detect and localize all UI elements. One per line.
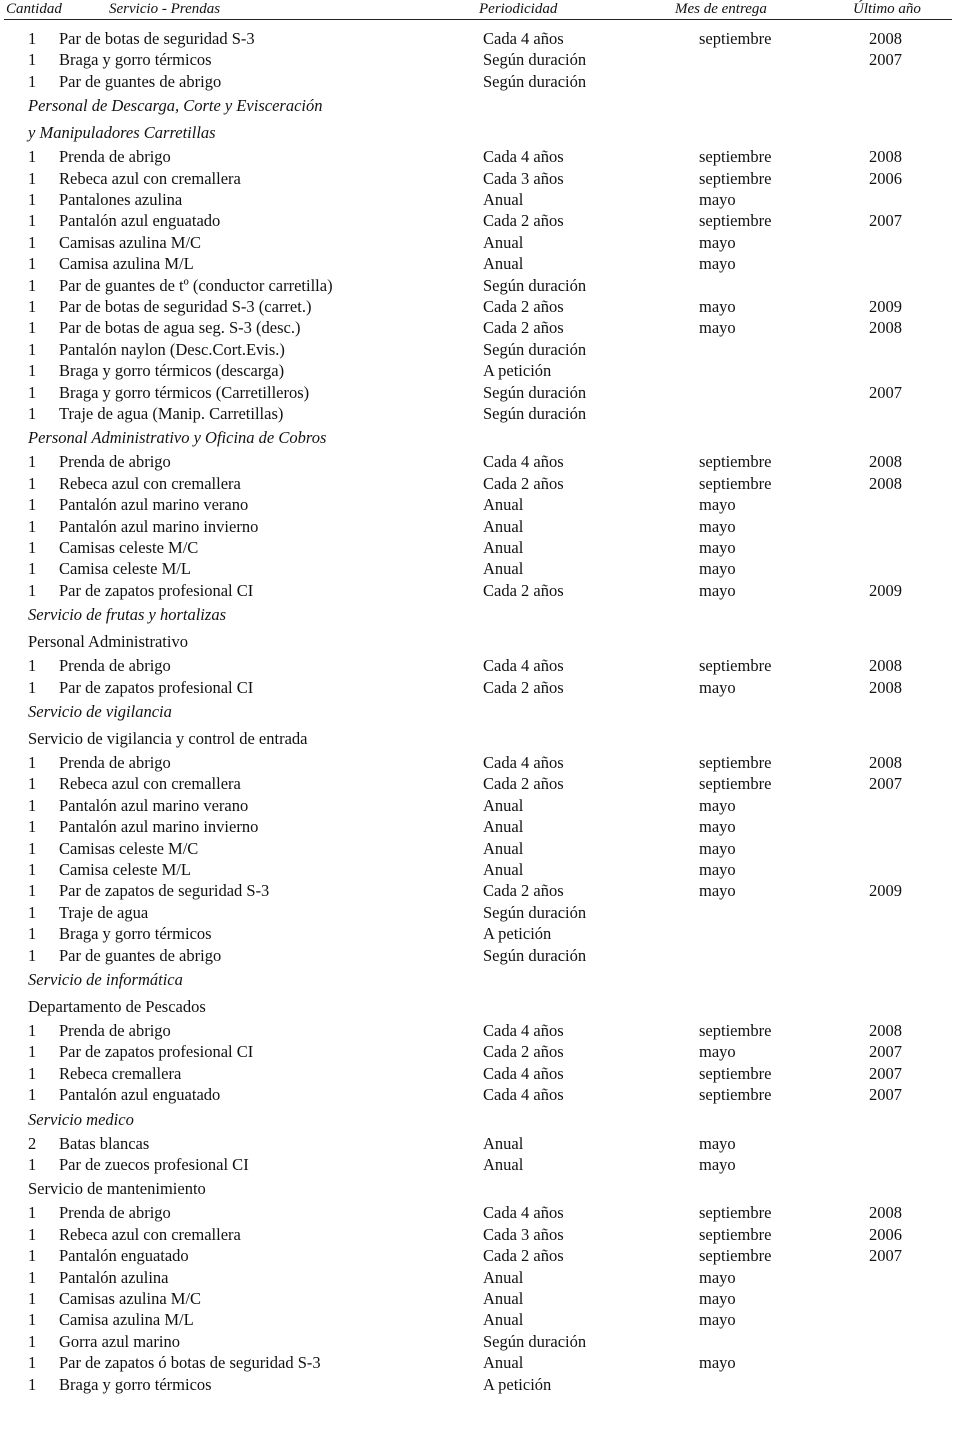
row-ultimo-ano: 2007 <box>869 1063 902 1083</box>
row-quantity: 1 <box>28 1042 37 1062</box>
section-heading: y Manipuladores Carretillas <box>28 123 216 143</box>
table-row <box>0 169 962 191</box>
row-periodicidad: Anual <box>483 232 524 252</box>
table-header <box>0 0 962 20</box>
row-mes: mayo <box>699 1133 736 1153</box>
row-quantity: 1 <box>28 361 37 381</box>
row-periodicidad: Según duración <box>483 50 587 70</box>
row-item: Camisa celeste M/L <box>59 860 191 879</box>
row-periodicidad: Cada 2 años <box>483 318 564 338</box>
row-quantity: 1 <box>28 677 37 697</box>
table-row <box>0 860 962 882</box>
row-item: Par de zuecos profesional CI <box>59 1155 249 1174</box>
row-item: Rebeca azul con cremallera <box>59 168 241 188</box>
row-item: Camisa celeste M/L <box>59 559 191 579</box>
row-ultimo-ano: 2008 <box>869 318 902 338</box>
row-item: Camisas azulina M/C <box>59 1289 202 1308</box>
row-item: Par de botas de seguridad S-3 <box>59 29 255 48</box>
row-quantity: 1 <box>28 924 37 944</box>
table-row <box>0 774 962 796</box>
table-row <box>0 254 962 276</box>
table-row <box>0 656 962 678</box>
section-heading: Departamento de Pescados <box>28 997 206 1016</box>
table-row <box>0 297 962 319</box>
row-item: Camisas celeste M/C <box>59 538 199 557</box>
row-ultimo-ano: 2008 <box>869 677 902 697</box>
row-mes: septiembre <box>699 452 772 472</box>
row-quantity: 1 <box>28 945 37 965</box>
row-item: Braga y gorro térmicos <box>59 924 212 944</box>
row-ultimo-ano: 2006 <box>869 1224 902 1244</box>
row-item: Pantalón azul marino invierno <box>59 817 259 837</box>
row-ultimo-ano: 2008 <box>869 1203 902 1223</box>
row-item: Par de botas de seguridad S-3 (carret.) <box>59 297 312 316</box>
table-row <box>0 796 962 818</box>
row-periodicidad: Cada 4 años <box>483 147 564 167</box>
row-ultimo-ano: 2007 <box>869 1085 902 1105</box>
row-periodicidad: Cada 2 años <box>483 1042 564 1062</box>
row-item: Prenda de abrigo <box>59 147 171 167</box>
row-quantity: 1 <box>28 1021 37 1040</box>
row-ultimo-ano: 2008 <box>869 147 902 167</box>
row-quantity: 1 <box>28 1203 37 1223</box>
row-quantity: 1 <box>28 495 37 515</box>
row-mes: septiembre <box>699 1021 772 1040</box>
row-mes: mayo <box>699 1310 736 1330</box>
row-periodicidad: Anual <box>483 1155 524 1174</box>
row-periodicidad: Según duración <box>483 404 587 423</box>
row-quantity: 1 <box>28 1063 37 1083</box>
table-row <box>0 340 962 362</box>
row-item: Rebeca azul con cremallera <box>59 473 241 493</box>
row-periodicidad: Cada 3 años <box>483 1224 564 1244</box>
row-quantity: 1 <box>28 50 37 70</box>
table-row <box>0 559 962 581</box>
row-ultimo-ano: 2008 <box>869 753 902 772</box>
table-row <box>0 881 962 903</box>
row-periodicidad: A petición <box>483 924 552 944</box>
table-row <box>0 924 962 946</box>
row-mes: mayo <box>699 838 736 858</box>
row-mes: septiembre <box>699 1063 772 1083</box>
table-row <box>0 1021 962 1043</box>
table-row <box>0 1310 962 1332</box>
row-periodicidad: Cada 2 años <box>483 473 564 493</box>
row-quantity: 1 <box>28 881 37 901</box>
row-item: Rebeca azul con cremallera <box>59 1224 241 1244</box>
row-mes: mayo <box>699 860 736 879</box>
row-item: Prenda de abrigo <box>59 656 171 676</box>
table-row <box>0 678 962 700</box>
table-row <box>0 318 962 340</box>
row-mes: mayo <box>699 580 736 600</box>
row-quantity: 1 <box>28 473 37 493</box>
row-mes: mayo <box>699 795 736 815</box>
row-quantity: 1 <box>28 211 37 231</box>
row-ultimo-ano: 2007 <box>869 382 902 402</box>
row-mes: mayo <box>699 254 736 274</box>
row-item: Par de guantes de abrigo <box>59 945 222 965</box>
table-row <box>0 1064 962 1086</box>
row-periodicidad: Cada 4 años <box>483 656 564 676</box>
row-mes: septiembre <box>699 168 772 188</box>
row-periodicidad: Cada 2 años <box>483 580 564 600</box>
row-quantity: 1 <box>28 1374 37 1394</box>
row-periodicidad: A petición <box>483 1374 552 1394</box>
row-quantity: 1 <box>28 254 37 274</box>
row-mes: mayo <box>699 232 736 252</box>
row-item: Prenda de abrigo <box>59 1203 171 1223</box>
table-row <box>0 581 962 603</box>
row-periodicidad: Cada 2 años <box>483 881 564 901</box>
table-row <box>0 211 962 233</box>
row-mes: mayo <box>699 559 736 579</box>
table-row <box>0 233 962 255</box>
header-periodicidad: Periodicidad <box>479 1 558 17</box>
table-row <box>0 404 962 426</box>
row-ultimo-ano: 2007 <box>869 1246 902 1266</box>
row-quantity: 1 <box>28 1267 37 1287</box>
section-heading: Personal de Descarga, Corte y Evisceración <box>28 96 323 116</box>
row-mes: septiembre <box>699 1246 772 1266</box>
row-periodicidad: Según duración <box>483 339 587 359</box>
table-row <box>0 1225 962 1247</box>
row-mes: mayo <box>699 538 736 557</box>
row-item: Pantalón azul enguatado <box>59 1085 221 1105</box>
row-quantity: 1 <box>28 71 37 91</box>
table-row <box>0 1134 962 1156</box>
row-quantity: 1 <box>28 1353 37 1373</box>
row-quantity: 1 <box>28 382 37 402</box>
row-mes: mayo <box>699 190 736 209</box>
row-periodicidad: Anual <box>483 516 524 536</box>
table-row <box>0 72 962 94</box>
table-row <box>0 753 962 775</box>
row-quantity: 1 <box>28 559 37 579</box>
row-item: Camisas celeste M/C <box>59 838 199 858</box>
row-item: Par de zapatos de seguridad S-3 <box>59 881 270 901</box>
table-row <box>0 1332 962 1354</box>
section-heading: Servicio medico <box>28 1109 134 1129</box>
row-quantity: 1 <box>28 339 37 359</box>
row-periodicidad: A petición <box>483 361 552 381</box>
row-quantity: 1 <box>28 452 37 472</box>
table-row <box>0 1085 962 1107</box>
row-item: Pantalón azul marino invierno <box>59 516 259 536</box>
row-periodicidad: Anual <box>483 254 524 274</box>
row-periodicidad: Anual <box>483 1353 524 1373</box>
row-mes: mayo <box>699 881 736 901</box>
table-row <box>0 1203 962 1225</box>
table-row <box>0 495 962 517</box>
row-ultimo-ano: 2007 <box>869 211 902 231</box>
row-periodicidad: Según duración <box>483 71 587 91</box>
row-quantity: 1 <box>28 1155 37 1174</box>
row-item: Pantalón azulina <box>59 1267 169 1287</box>
row-mes: mayo <box>699 1267 736 1287</box>
row-quantity: 1 <box>28 1310 37 1330</box>
row-quantity: 1 <box>28 297 37 316</box>
row-ultimo-ano: 2007 <box>869 774 902 794</box>
row-item: Braga y gorro térmicos (descarga) <box>59 361 285 381</box>
row-quantity: 1 <box>28 516 37 536</box>
row-mes: mayo <box>699 297 736 316</box>
row-mes: mayo <box>699 516 736 536</box>
row-ultimo-ano: 2009 <box>869 580 902 600</box>
row-mes: septiembre <box>699 473 772 493</box>
row-periodicidad: Anual <box>483 495 524 515</box>
row-item: Pantalón azul marino verano <box>59 795 249 815</box>
table-row <box>0 517 962 539</box>
row-periodicidad: Anual <box>483 1310 524 1330</box>
row-quantity: 1 <box>28 817 37 837</box>
row-item: Traje de agua <box>59 902 149 922</box>
row-periodicidad: Anual <box>483 1289 524 1308</box>
row-ultimo-ano: 2007 <box>869 1042 902 1062</box>
row-quantity: 1 <box>28 29 37 48</box>
row-periodicidad: Cada 4 años <box>483 1085 564 1105</box>
row-mes: septiembre <box>699 753 772 772</box>
row-periodicidad: Anual <box>483 1133 524 1153</box>
row-mes: mayo <box>699 495 736 515</box>
table-row <box>0 50 962 72</box>
row-mes: septiembre <box>699 1224 772 1244</box>
section-heading: Servicio de mantenimiento <box>28 1179 206 1199</box>
header-mes: Mes de entrega <box>675 1 767 17</box>
row-item: Par de zapatos profesional CI <box>59 1042 254 1062</box>
row-quantity: 1 <box>28 656 37 676</box>
table-row <box>0 1042 962 1064</box>
row-quantity: 2 <box>28 1133 37 1153</box>
row-mes: septiembre <box>699 1085 772 1105</box>
row-periodicidad: Cada 2 años <box>483 1246 564 1266</box>
table-row <box>0 1246 962 1268</box>
row-periodicidad: Cada 3 años <box>483 168 564 188</box>
row-periodicidad: Cada 2 años <box>483 774 564 794</box>
row-quantity: 1 <box>28 902 37 922</box>
row-quantity: 1 <box>28 538 37 557</box>
table-row <box>0 1155 962 1177</box>
row-quantity: 1 <box>28 1085 37 1105</box>
row-quantity: 1 <box>28 795 37 815</box>
row-quantity: 1 <box>28 1224 37 1244</box>
row-quantity: 1 <box>28 275 37 295</box>
section-heading: Personal Administrativo y Oficina de Cobros <box>28 428 327 448</box>
section-heading: Servicio de vigilancia <box>28 702 172 721</box>
row-item: Par de botas de agua seg. S-3 (desc.) <box>59 318 301 338</box>
row-periodicidad: Según duración <box>483 275 587 295</box>
row-periodicidad: Cada 2 años <box>483 677 564 697</box>
row-item: Prenda de abrigo <box>59 753 171 772</box>
table-row <box>0 29 962 51</box>
row-item: Par de zapatos profesional CI <box>59 580 254 600</box>
row-periodicidad: Cada 2 años <box>483 211 564 231</box>
table-row <box>0 817 962 839</box>
row-item: Prenda de abrigo <box>59 452 171 472</box>
table-row <box>0 946 962 968</box>
row-item: Rebeca cremallera <box>59 1063 182 1083</box>
table-row <box>0 190 962 212</box>
row-item: Braga y gorro térmicos (Carretilleros) <box>59 382 310 402</box>
row-mes: septiembre <box>699 774 772 794</box>
row-periodicidad: Anual <box>483 817 524 837</box>
row-mes: mayo <box>699 677 736 697</box>
table-row <box>0 276 962 298</box>
row-periodicidad: Cada 4 años <box>483 452 564 472</box>
row-mes: mayo <box>699 1353 736 1373</box>
table-row <box>0 1268 962 1290</box>
row-ultimo-ano: 2006 <box>869 168 902 188</box>
header-rule <box>4 19 952 20</box>
row-item: Braga y gorro térmicos <box>59 50 212 70</box>
row-ultimo-ano: 2008 <box>869 452 902 472</box>
row-quantity: 1 <box>28 404 37 423</box>
row-periodicidad: Anual <box>483 190 524 209</box>
row-item: Par de guantes de abrigo <box>59 71 222 91</box>
row-item: Braga y gorro térmicos <box>59 1374 212 1394</box>
table-row <box>0 383 962 405</box>
row-ultimo-ano: 2008 <box>869 656 902 676</box>
row-periodicidad: Anual <box>483 538 524 557</box>
table-row <box>0 1289 962 1311</box>
row-periodicidad: Cada 4 años <box>483 1203 564 1223</box>
row-ultimo-ano: 2008 <box>869 29 902 48</box>
table-row <box>0 452 962 474</box>
row-mes: septiembre <box>699 29 772 48</box>
row-item: Pantalón naylon (Desc.Cort.Evis.) <box>59 339 285 359</box>
row-item: Gorra azul marino <box>59 1331 180 1351</box>
row-quantity: 1 <box>28 860 37 879</box>
row-quantity: 1 <box>28 753 37 772</box>
row-quantity: 1 <box>28 147 37 167</box>
row-quantity: 1 <box>28 318 37 338</box>
table-row <box>0 474 962 496</box>
header-servicio: Servicio - Prendas <box>109 1 221 17</box>
row-periodicidad: Anual <box>483 860 524 879</box>
row-mes: septiembre <box>699 656 772 676</box>
row-ultimo-ano: 2009 <box>869 297 902 316</box>
row-quantity: 1 <box>28 774 37 794</box>
row-periodicidad: Anual <box>483 838 524 858</box>
row-item: Rebeca azul con cremallera <box>59 774 241 794</box>
row-mes: mayo <box>699 318 736 338</box>
table-row <box>0 1353 962 1375</box>
row-quantity: 1 <box>28 190 37 209</box>
row-mes: mayo <box>699 1042 736 1062</box>
row-quantity: 1 <box>28 1246 37 1266</box>
row-item: Camisa azulina M/L <box>59 254 194 274</box>
row-item: Traje de agua (Manip. Carretillas) <box>59 404 284 423</box>
row-periodicidad: Cada 4 años <box>483 1021 564 1040</box>
row-mes: septiembre <box>699 211 772 231</box>
table-row <box>0 361 962 383</box>
row-quantity: 1 <box>28 168 37 188</box>
row-periodicidad: Según duración <box>483 902 587 922</box>
row-mes: mayo <box>699 1155 736 1174</box>
row-periodicidad: Anual <box>483 559 524 579</box>
row-periodicidad: Según duración <box>483 382 587 402</box>
row-item: Camisas azulina M/C <box>59 232 202 252</box>
row-item: Pantalón azul marino verano <box>59 495 249 515</box>
row-item: Camisa azulina M/L <box>59 1310 194 1330</box>
row-mes: mayo <box>699 817 736 837</box>
row-ultimo-ano: 2009 <box>869 881 902 901</box>
row-periodicidad: Según duración <box>483 1331 587 1351</box>
row-mes: septiembre <box>699 1203 772 1223</box>
table-row <box>0 903 962 925</box>
table-row <box>0 538 962 560</box>
table-row <box>0 1375 962 1397</box>
table-row <box>0 839 962 861</box>
table-row <box>0 147 962 169</box>
row-item: Par de guantes de tº (conductor carretilla) <box>59 275 333 295</box>
row-periodicidad: Cada 2 años <box>483 297 564 316</box>
row-quantity: 1 <box>28 1289 37 1308</box>
row-ultimo-ano: 2008 <box>869 1021 902 1040</box>
row-quantity: 1 <box>28 838 37 858</box>
section-heading: Servicio de vigilancia y control de entrada <box>28 729 308 748</box>
row-periodicidad: Anual <box>483 1267 524 1287</box>
header-ultimo: Último año <box>853 1 921 17</box>
section-heading: Servicio de frutas y hortalizas <box>28 605 226 625</box>
row-mes: septiembre <box>699 147 772 167</box>
row-mes: mayo <box>699 1289 736 1308</box>
row-periodicidad: Cada 4 años <box>483 29 564 48</box>
row-periodicidad: Anual <box>483 795 524 815</box>
section-heading: Servicio de informática <box>28 970 183 989</box>
row-ultimo-ano: 2007 <box>869 50 902 70</box>
row-item: Pantalón enguatado <box>59 1246 189 1266</box>
row-periodicidad: Según duración <box>483 945 587 965</box>
row-item: Pantalones azulina <box>59 190 183 209</box>
row-quantity: 1 <box>28 580 37 600</box>
row-item: Par de zapatos ó botas de seguridad S-3 <box>59 1353 321 1373</box>
row-ultimo-ano: 2008 <box>869 473 902 493</box>
row-item: Pantalón azul enguatado <box>59 211 221 231</box>
row-quantity: 1 <box>28 1331 37 1351</box>
section-heading: Personal Administrativo <box>28 632 188 652</box>
row-periodicidad: Cada 4 años <box>483 1063 564 1083</box>
row-item: Par de zapatos profesional CI <box>59 677 254 697</box>
header-cantidad: Cantidad <box>6 1 62 17</box>
row-periodicidad: Cada 4 años <box>483 753 564 772</box>
row-item: Prenda de abrigo <box>59 1021 171 1040</box>
row-item: Batas blancas <box>59 1133 150 1153</box>
row-quantity: 1 <box>28 232 37 252</box>
